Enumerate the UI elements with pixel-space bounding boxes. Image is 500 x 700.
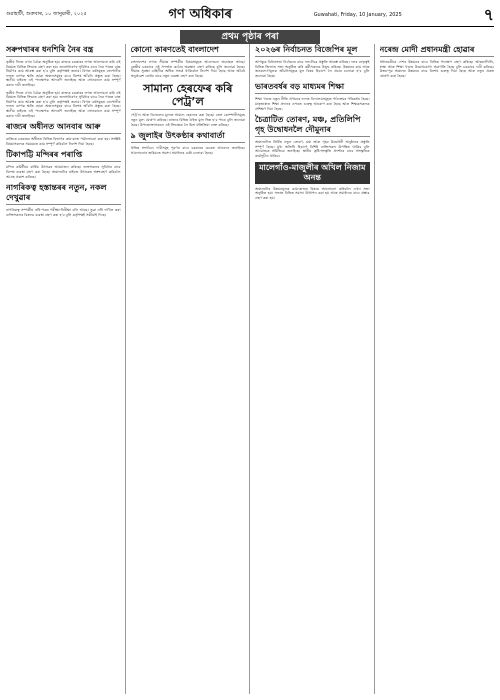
section-banner: প্ৰথম পৃষ্ঠাৰ পৰা [180, 30, 320, 44]
columns [6, 44, 494, 694]
article-headline: সৰুপথাৰৰ ধনশিৰি নৈৰ বন্ত্ৰ [6, 44, 121, 57]
article-body: ৰাজ্যিক চৰকাৰৰ অধীনত বিভিন্ন বিভাগৰ কাম-কাজ পৰ্যালোচনা কৰা হয়। সংশ্লিষ্ট বিষয়াসকলক সময়মতে কাম সম্পূৰ্ণ কৰিবলৈ নিৰ্দেশ দিয়া হৈছে। [6, 137, 121, 146]
column-3 [255, 44, 375, 694]
page-header [6, 4, 494, 27]
article-body: বাংলাদেশৰ লগত সীমান্ত সম্পৰ্কীয় বিষয়সমূহত আলোচনা অব্যাহত আছে। কেন্দ্ৰীয় চৰকাৰে এই সন্দৰ্ভত কঠোৰ অৱস্থান গ্ৰহণ কৰিছে বুলি জনোৱা হৈছে। সীমান্ত সুৰক্ষা বাহিনীক অধিক সতৰ্ক থাকিবলৈ নিৰ্দেশ দিয়া হৈছে আৰু অবৈধ অনুপ্ৰৱেশ ৰোধৰ বাবে নতুন ব্যৱস্থা গ্ৰহণ কৰা হৈছে। [130, 60, 245, 78]
article-body: প্ৰধানমন্ত্ৰীয়ে দেশৰ উন্নয়নৰ বাবে বিভিন্ন পদক্ষেপ গ্ৰহণ কৰিছে। আন্তঃগাঁথনি, স্বাস্থ্য আৰু শিক্ষা খণ্ডত উল্লেখযোগ্য অগ্ৰগতি হৈছে বুলি চৰকাৰে দাবী কৰিছে। উত্তৰ-পূৱ অঞ্চলৰ উন্নয়নৰ বাবে বিশেষ গুৰুত্ব দিয়া হৈছে আৰু নতুন প্ৰকল্প ঘোষণা কৰা হৈছে। [379, 60, 494, 78]
page-number: ৭ [483, 4, 494, 24]
article-headline: নাগৰিকত্ব হস্তান্তৰৰ নতুন, নকল দেখুৱাৰ [6, 182, 121, 205]
article-body: তৃতীয় দিনত এখন বৈঠক অনুষ্ঠিত হয়। ৰাজ্যৰ চৰকাৰৰ লগত আলোচনা কৰি এই বিষয়ত বিভিন্ন সিদ্ধান্ত গ্ৰহণ কৰা হয়। জনসাধাৰণৰ সুবিধাৰ বাবে নৈৰ পাৰত বান্ধ নিৰ্মাণৰ কাম আৰম্ভ কৰা হ’ব বুলি কৰ্তৃপক্ষই জনায়। বিগত বৰ্ষসমূহত বানপানীৰ ফলত ব্যাপক ক্ষতি হোৱা অঞ্চলসমূহৰ বাবে বিশেষ আঁচনি প্ৰস্তুত কৰা হৈছে। স্থানীয় ৰাইজে এই পদক্ষেপক আদৰণি জনাইছে আৰু সোনকালে কাম সম্পূৰ্ণ কৰাৰ দাবী জনাইছে। [6, 90, 121, 118]
article-body: মন্দিৰ কমিটীয়ে বাৰ্ষিক উৎসৱৰ আয়োজন কৰিছে। ভক্তসকলৰ সুবিধাৰ বাবে বিশেষ ব্যৱস্থা গ্ৰহণ কৰা হৈছে। অঞ্চলটোৰ ৰাইজে উৎসৱত অংশগ্ৰহণ কৰিবলৈ আগ্ৰহ প্ৰকাশ কৰিছে। [6, 165, 121, 179]
article-headline: ভাৰতবৰ্ষৰ বড় মাধ্যমৰ শিক্ষা [255, 81, 370, 94]
article-body: পেট্ৰ’ল আৰু ডিজেলৰ মূল্যত সামান্য হেৰফেৰ কৰা হৈছে। তেল কোম্পানীসমূহে নতুন মূল্য ঘোষণা কৰিছে। ৰাজ্যৰ বিভিন্ন ঠাইত মূল্য ভিন্ন হ’ব পাৰে বুলি জনোৱা হৈছে। উপভোক্তাসকলে এই সিদ্ধান্তক লৈ মিশ্ৰ প্ৰতিক্ৰিয়া ব্যক্ত কৰিছে। [130, 113, 245, 127]
article-headline: ৰাজ্যৰ অধীনত আনবাৰ আৰু [6, 121, 121, 134]
article-body: বিভিন্ন সংগঠনে দাবীসমূহ পূৰণৰ বাবে চৰকাৰৰ ওচৰত আবেদন জনাইছে। আলোচনাৰ জৰিয়তে সমস্যা সমাধানৰ চেষ্টা চলোৱা হৈছে। [130, 146, 245, 155]
article-headline: মালেগাঁও-মাজুলীৰ অখিল নিজাম অনন্ত [255, 162, 370, 184]
column-4 [380, 44, 495, 694]
masthead: গণ অধিকাৰ [168, 6, 232, 22]
column-2 [131, 44, 251, 694]
column-1 [6, 44, 126, 694]
article-body: আগন্তুক বিধানসভা নিৰ্বাচনৰ বাবে দলটোৱে প্ৰস্তুতি আৰম্ভ কৰিছে। দলৰ নেতৃত্বই বিভিন্ন জিলাত সভা অনুষ্ঠিত কৰি কৰ্মীসকলক উদ্বুদ্ধ কৰিছে। উন্নয়নৰ কাম আৰু জনকল্যাণমূলক আঁচনিসমূহক মূল বিষয় হিচাপে লৈ প্ৰচাৰ চলোৱা হ’ব বুলি জনোৱা হৈছে। [255, 60, 370, 78]
article-body: তৃতীয় দিনত এখন বৈঠক অনুষ্ঠিত হয়। ৰাজ্যৰ চৰকাৰৰ লগত আলোচনা কৰি এই বিষয়ত বিভিন্ন সিদ্ধান্ত গ্ৰহণ কৰা হয়। জনসাধাৰণৰ সুবিধাৰ বাবে নৈৰ পাৰত বান্ধ নিৰ্মাণৰ কাম আৰম্ভ কৰা হ’ব বুলি কৰ্তৃপক্ষই জনায়। বিগত বৰ্ষসমূহত বানপানীৰ ফলত ব্যাপক ক্ষতি হোৱা অঞ্চলসমূহৰ বাবে বিশেষ আঁচনি প্ৰস্তুত কৰা হৈছে। স্থানীয় ৰাইজে এই পদক্ষেপক আদৰণি জনাইছে আৰু সোনকালে কাম সম্পূৰ্ণ কৰাৰ দাবী জনাইছে। [6, 60, 121, 87]
article-body: নাগৰিকত্ব সম্পৰ্কীয় নথি-পত্ৰৰ পৰীক্ষা-নিৰীক্ষা চলি আছে। ভুৱা নথি দাখিল কৰা ব্যক্তিসকলৰ বিৰুদ্ধে ব্যৱস্থা গ্ৰহণ কৰা হ’ব বুলি কৰ্তৃপক্ষই সকীয়াই দিছে। [6, 208, 121, 217]
article-headline: ২০২৬ৰ নিৰ্বাচনত বিজেপিৰ মূল [255, 44, 370, 57]
header-date-assamese: গুৱাহাটী, শুক্ৰবাৰ, ১০ জানুৱাৰী, ২০২৫ [6, 11, 87, 17]
article-headline: কোনো কাৰণতেই বাংলাদেশ [131, 44, 246, 57]
article-headline: নৰেন্দ্ৰ মোদী প্ৰধানমন্ত্ৰী হোৱাৰ [380, 44, 495, 57]
article-body: অঞ্চলটোত নিৰ্মিত নতুন তোৰণ, মঞ্চ আৰু গৃহৰ উদ্বোধনী অনুষ্ঠানৰ প্ৰস্তুতি সম্পূৰ্ণ হৈছে। মুখ্য অতিথি হিচাপে বিশিষ্ট ব্যক্তিসকল উপস্থিত থাকিব বুলি আয়োজক সমিতিয়ে জনাইছে। স্থানীয় কৃষ্টি-সংস্কৃতি প্ৰদৰ্শনৰ বাবে সাংস্কৃতিক কাৰ্যসূচীও থাকিব। [255, 140, 370, 158]
article-headline: ৯ জুলাইৰ উৎকণ্ঠাৰ কথাবাৰ্তা [131, 130, 246, 143]
article-headline: চৈত্ৰাটিত তোৰণ, মঞ্চ, প্ৰতিলিপি গৃহ উদ্বোধনলৈ দৌমুনাৰ [255, 114, 370, 137]
header-date-english: Guwahati, Friday, 10 January, 2025 [313, 12, 402, 18]
article-headline: সামান্য হেৰফেৰ কৰি পেট্ৰ’ল [131, 81, 246, 110]
article-body: শিক্ষা খণ্ডত নতুন নীতি প্ৰণয়নৰ ফলত বিদ্যালয়সমূহত পাঠ্যক্ৰমৰ পৰিৱৰ্তন হৈছে। মাতৃভাষাত শিক্ষা প্ৰদানৰ ওপৰত গুৰুত্ব আৰোপ কৰা হৈছে আৰু শিক্ষকসকলক প্ৰশিক্ষণ দিয়া হৈছে। [255, 97, 370, 111]
article-body: অঞ্চলটোৰ উন্নয়নমূলক কাম-কাজৰ বিষয়ে আলোচনা কৰিবলৈ এখন সভা অনুষ্ঠিত হয়। সভাত বিভিন্ন সমস্যা উত্থাপন কৰা হয় আৰু সমাধানৰ বাবে প্ৰস্তাৱ গ্ৰহণ কৰা হয়। [255, 186, 370, 200]
article-headline: টিকাপট্টি মন্দিৰৰ পৰাপ্তি [6, 149, 121, 162]
